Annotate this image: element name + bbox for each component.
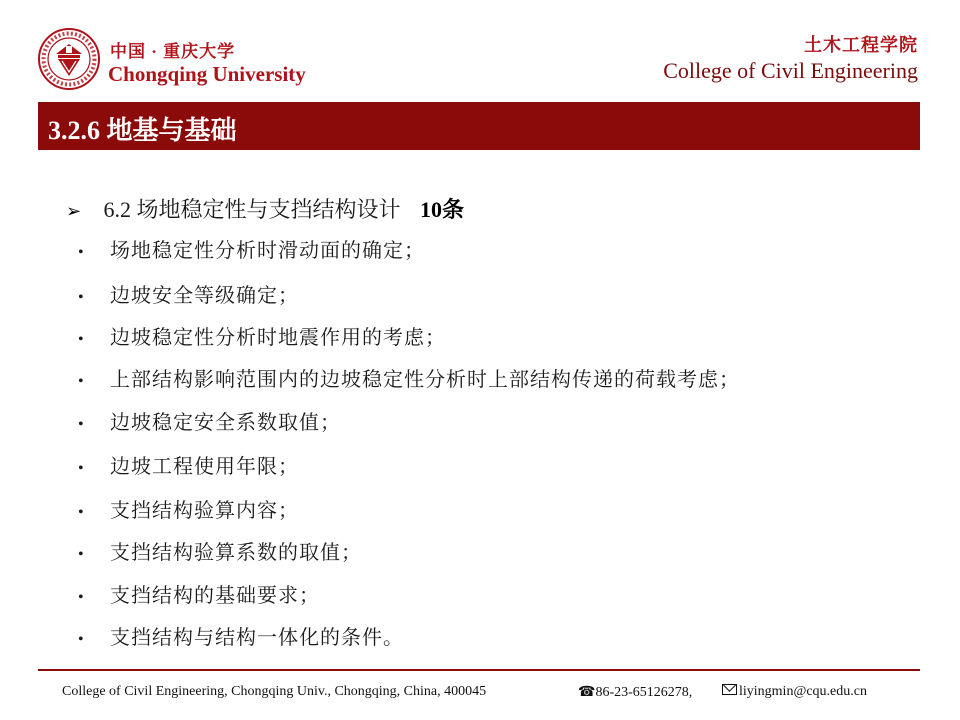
section-heading bbox=[66, 193, 464, 224]
list-item-text: 支挡结构的基础要求； bbox=[110, 585, 320, 607]
list-item bbox=[78, 234, 425, 264]
arrow-bullet-icon: ➢ bbox=[66, 201, 82, 221]
footer-address: College of Civil Engineering, Chongqing Univ., Chongqing, China, 400045 bbox=[62, 684, 487, 699]
list-item-text: 边坡安全等级确定； bbox=[110, 285, 299, 307]
bullet-icon: • bbox=[78, 289, 85, 306]
college-name-cn: 土木工程学院 bbox=[804, 35, 918, 55]
university-name-en: Chongqing University bbox=[108, 62, 306, 86]
list-item bbox=[78, 321, 446, 351]
list-item-text: 边坡稳定安全系数取值； bbox=[110, 412, 341, 434]
bullet-icon: • bbox=[78, 546, 85, 563]
list-item bbox=[78, 536, 362, 566]
list-item-text: 支挡结构验算内容； bbox=[110, 500, 299, 522]
list-item-text: 边坡工程使用年限； bbox=[110, 456, 299, 478]
list-item-text: 边坡稳定性分析时地震作用的考虑； bbox=[110, 327, 446, 349]
section-count: 10条 bbox=[420, 197, 465, 222]
footer-email-text: liyingmin@cqu.edu.cn bbox=[739, 684, 867, 699]
list-item bbox=[78, 406, 341, 436]
footer-divider bbox=[38, 669, 920, 671]
footer-phone bbox=[578, 684, 692, 701]
title-bar bbox=[38, 102, 920, 150]
list-item bbox=[78, 579, 320, 609]
list-item-text: 场地稳定性分析时滑动面的确定； bbox=[110, 240, 425, 262]
bullet-icon: • bbox=[78, 373, 85, 390]
footer-phone-text: 86-23-65126278, bbox=[595, 685, 693, 700]
university-name-cn: 中国 · 重庆大学 bbox=[110, 42, 236, 61]
footer-email bbox=[722, 684, 867, 700]
bullet-icon: • bbox=[78, 244, 85, 261]
slide-title: 3.2.6 地基与基础 bbox=[48, 116, 237, 145]
mail-icon bbox=[722, 684, 737, 695]
list-item bbox=[78, 279, 299, 309]
bullet-icon: • bbox=[78, 460, 85, 477]
list-item bbox=[78, 494, 299, 524]
section-text: 场地稳定性与支挡结构设计 bbox=[136, 197, 401, 222]
list-item bbox=[78, 450, 299, 480]
section-number: 6.2 bbox=[103, 197, 131, 222]
list-item-text: 上部结构影响范围内的边坡稳定性分析时上部结构传递的荷载考虑； bbox=[110, 369, 740, 391]
list-item-text: 支挡结构与结构一体化的条件。 bbox=[110, 627, 404, 649]
bullet-icon: • bbox=[78, 631, 85, 648]
bullet-icon: • bbox=[78, 589, 85, 606]
bullet-icon: • bbox=[78, 331, 85, 348]
list-item-text: 支挡结构验算系数的取值； bbox=[110, 542, 362, 564]
list-item bbox=[78, 363, 740, 393]
bullet-icon: • bbox=[78, 504, 85, 521]
bullet-icon: • bbox=[78, 416, 85, 433]
phone-icon: ☎ bbox=[578, 685, 596, 700]
college-name-en: College of Civil Engineering bbox=[663, 58, 918, 83]
list-item bbox=[78, 621, 404, 651]
university-logo bbox=[38, 28, 100, 90]
